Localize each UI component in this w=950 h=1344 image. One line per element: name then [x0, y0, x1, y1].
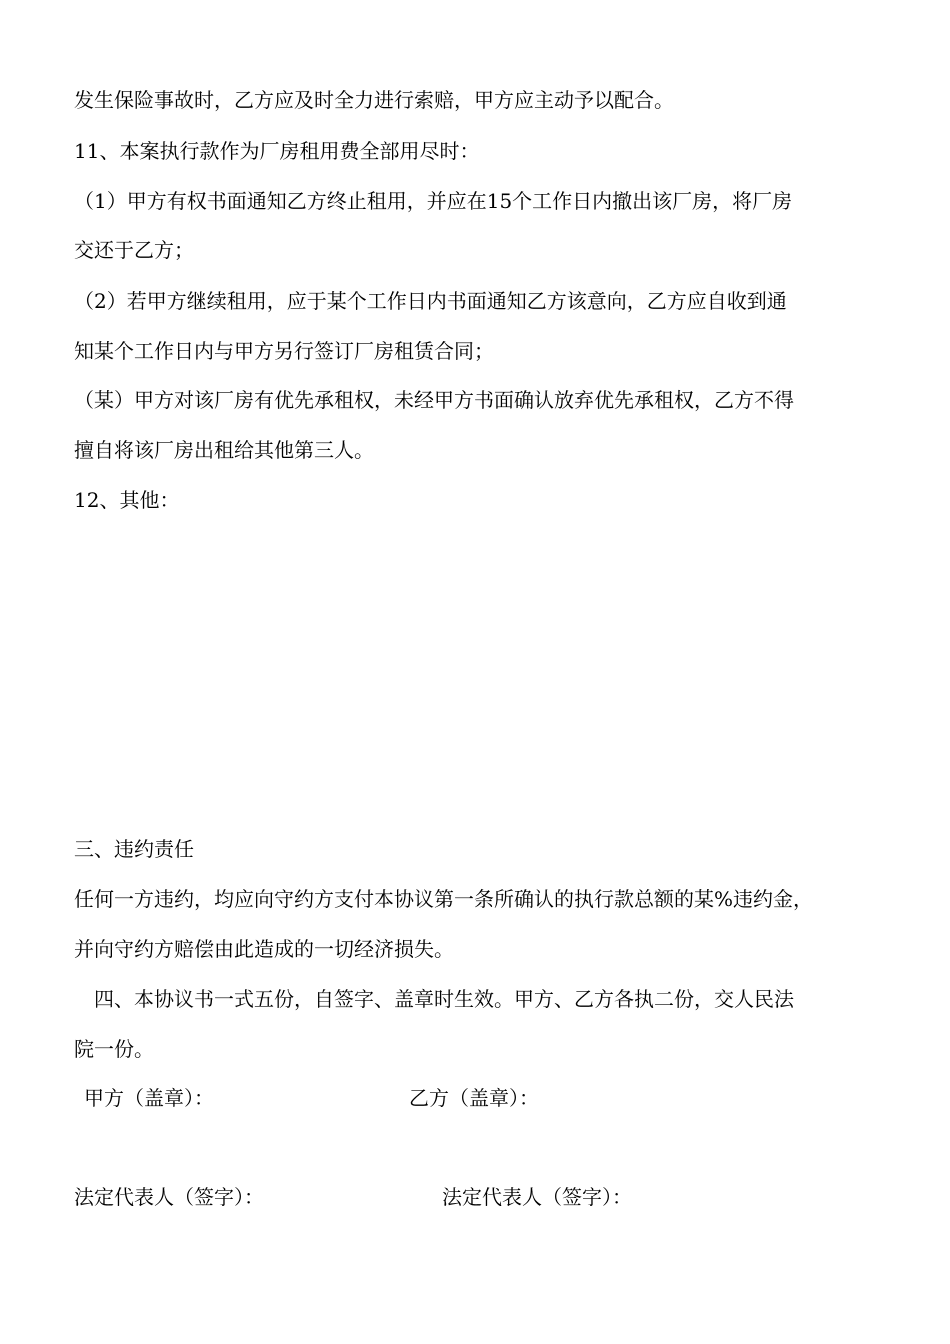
clause-11-item-1-line-2: 交还于乙方； [74, 238, 194, 262]
section-3-heading: 三、违约责任 [74, 837, 194, 861]
party-a-seal-label: 甲方（盖章）： [84, 1086, 214, 1110]
party-a-representative-label: 法定代表人（签字）： [74, 1185, 264, 1209]
clause-11-item-2-line-2: 知某个工作日内与甲方另行签订厂房租赁合同； [74, 339, 494, 363]
party-b-representative-label: 法定代表人（签字）： [442, 1185, 632, 1209]
section-3-text-line-2: 并向守约方赔偿由此造成的一切经济损失。 [74, 937, 454, 961]
section-3-text-line-1: 任何一方违约，均应向守约方支付本协议第一条所确认的执行款总额的某%违约金， [74, 887, 814, 911]
section-4-text-line-1: 四、本协议书一式五份，自签字、盖章时生效。甲方、乙方各执二份，交人民法 [74, 987, 794, 1011]
clause-11-heading: 11、本案执行款作为厂房租用费全部用尽时： [74, 139, 480, 163]
text-line-insurance-claim: 发生保险事故时，乙方应及时全力进行索赔，甲方应主动予以配合。 [74, 88, 674, 112]
clause-11-item-2-line-1: （2）若甲方继续租用，应于某个工作日内书面通知乙方该意向，乙方应自收到通 [74, 289, 787, 313]
clause-12-heading: 12、其他： [74, 488, 180, 512]
clause-11-item-3-line-2: 擅自将该厂房出租给其他第三人。 [74, 438, 374, 462]
clause-11-item-3-line-1: （某）甲方对该厂房有优先承租权，未经甲方书面确认放弃优先承租权，乙方不得 [74, 388, 794, 412]
section-4-text-line-2: 院一份。 [74, 1037, 154, 1061]
party-b-seal-label: 乙方（盖章）： [409, 1086, 539, 1110]
clause-11-item-1-line-1: （1）甲方有权书面通知乙方终止租用，并应在15个工作日内撤出该厂房，将厂房 [74, 189, 793, 213]
